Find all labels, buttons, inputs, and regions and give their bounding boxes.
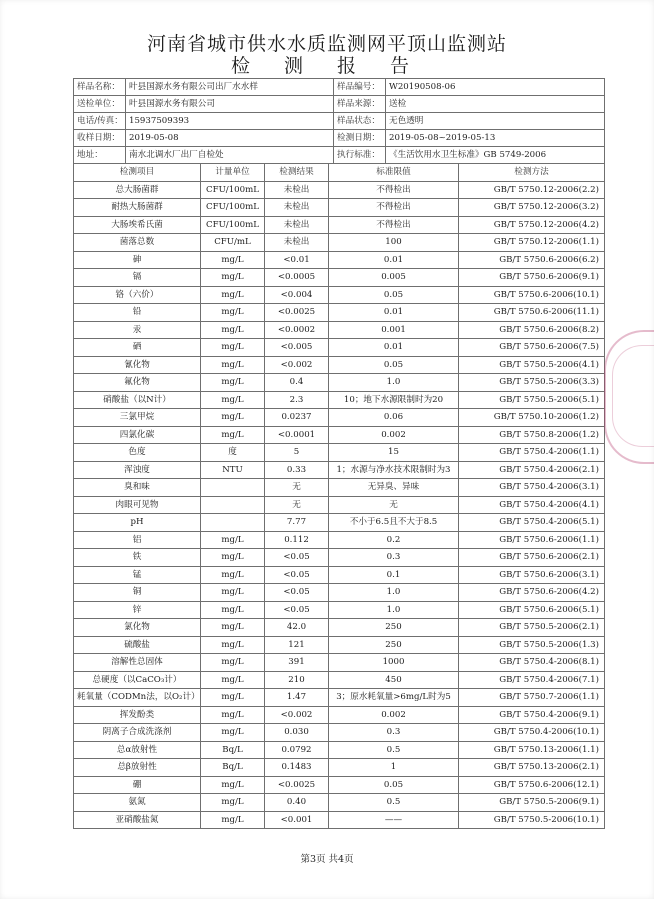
result-limit: 3；原水耗氧量>6mg/L时为5	[329, 689, 459, 707]
result-method: GB/T 5750.7-2006(1.1)	[459, 689, 605, 707]
result-value: 0.112	[265, 531, 329, 549]
result-item: 锰	[74, 566, 201, 584]
test-date-label: 检测日期：	[334, 130, 386, 147]
result-limit: 0.05	[329, 286, 459, 304]
table-row	[74, 584, 605, 602]
result-value: 未检出	[265, 181, 329, 199]
result-method: GB/T 5750.13-2006(1.1)	[459, 741, 605, 759]
result-item: 色度	[74, 444, 201, 462]
result-value: 未检出	[265, 234, 329, 252]
meta-row	[74, 96, 605, 113]
result-item: 氨氮	[74, 794, 201, 812]
result-item: 亚硝酸盐氮	[74, 811, 201, 829]
result-unit: mg/L	[201, 706, 265, 724]
result-unit: Bq/L	[201, 741, 265, 759]
result-item: 总大肠菌群	[74, 181, 201, 199]
table-row	[74, 671, 605, 689]
table-row	[74, 356, 605, 374]
result-value: <0.05	[265, 549, 329, 567]
result-value: <0.002	[265, 356, 329, 374]
result-value: <0.002	[265, 706, 329, 724]
result-limit: 0.01	[329, 339, 459, 357]
result-item: 硒	[74, 339, 201, 357]
result-unit: CFU/100mL	[201, 199, 265, 217]
status-value: 无色透明	[386, 113, 605, 130]
result-method: GB/T 5750.6-2006(5.1)	[459, 601, 605, 619]
table-row	[74, 216, 605, 234]
table-row	[74, 794, 605, 812]
table-row	[74, 444, 605, 462]
result-unit: mg/L	[201, 811, 265, 829]
result-method: GB/T 5750.13-2006(2.1)	[459, 759, 605, 777]
result-limit: 0.005	[329, 269, 459, 287]
result-unit: mg/L	[201, 689, 265, 707]
result-method: GB/T 5750.4-2006(5.1)	[459, 514, 605, 532]
result-value: <0.001	[265, 811, 329, 829]
sample-name-label: 样品名称：	[74, 79, 126, 96]
result-item: 肉眼可见物	[74, 496, 201, 514]
phone-value: 15937509393	[126, 113, 334, 130]
result-limit: 1.0	[329, 601, 459, 619]
result-unit: mg/L	[201, 619, 265, 637]
result-method: GB/T 5750.6-2006(6.2)	[459, 251, 605, 269]
table-row	[74, 304, 605, 322]
result-method: GB/T 5750.6-2006(8.2)	[459, 321, 605, 339]
result-item: 浑浊度	[74, 461, 201, 479]
table-row	[74, 689, 605, 707]
test-date-value: 2019-05-08~2019-05-13	[386, 130, 605, 147]
result-method: GB/T 5750.6-2006(10.1)	[459, 286, 605, 304]
result-method: GB/T 5750.4-2006(10.1)	[459, 724, 605, 742]
result-limit: 0.01	[329, 251, 459, 269]
result-value: 无	[265, 479, 329, 497]
result-limit: 250	[329, 619, 459, 637]
result-value: 7.77	[265, 514, 329, 532]
result-method: GB/T 5750.6-2006(7.5)	[459, 339, 605, 357]
result-value: <0.05	[265, 601, 329, 619]
result-method: GB/T 5750.6-2006(2.1)	[459, 549, 605, 567]
result-unit: NTU	[201, 461, 265, 479]
result-limit: 0.001	[329, 321, 459, 339]
header-limit: 标准限值	[329, 164, 459, 182]
result-limit: 1.0	[329, 374, 459, 392]
result-limit: 1	[329, 759, 459, 777]
result-unit	[201, 496, 265, 514]
table-row	[74, 549, 605, 567]
result-item: 耗氧量（CODMn法，以O₂计）	[74, 689, 201, 707]
report-org-title: 河南省城市供水水质监测网平顶山监测站	[146, 33, 507, 55]
result-unit: mg/L	[201, 339, 265, 357]
result-limit: 1；水源与净水技术限制时为3	[329, 461, 459, 479]
phone-label: 电话/传真：	[74, 113, 126, 130]
result-limit: 0.002	[329, 706, 459, 724]
result-value: 121	[265, 636, 329, 654]
result-unit: mg/L	[201, 426, 265, 444]
result-item: 砷	[74, 251, 201, 269]
location-label: 地址：	[74, 147, 126, 164]
result-unit	[201, 479, 265, 497]
results-header-row	[74, 164, 605, 182]
standard-label: 执行标准：	[334, 147, 386, 164]
table-row	[74, 776, 605, 794]
result-unit: mg/L	[201, 286, 265, 304]
table-row	[74, 269, 605, 287]
result-item: 溶解性总固体	[74, 654, 201, 672]
result-unit: 度	[201, 444, 265, 462]
result-method: GB/T 5750.12-2006(1.1)	[459, 234, 605, 252]
result-unit: mg/L	[201, 374, 265, 392]
table-row	[74, 619, 605, 637]
result-method: GB/T 5750.5-2006(4.1)	[459, 356, 605, 374]
result-value: 2.3	[265, 391, 329, 409]
result-method: GB/T 5750.4-2006(8.1)	[459, 654, 605, 672]
result-limit: 100	[329, 234, 459, 252]
result-method: GB/T 5750.4-2006(9.1)	[459, 706, 605, 724]
result-unit: mg/L	[201, 321, 265, 339]
result-method: GB/T 5750.12-2006(3.2)	[459, 199, 605, 217]
result-value: <0.05	[265, 584, 329, 602]
result-limit: 无异臭、异味	[329, 479, 459, 497]
seal-stamp-inner	[612, 345, 654, 447]
header-item: 检测项目	[74, 164, 201, 182]
result-item: 菌落总数	[74, 234, 201, 252]
table-row	[74, 531, 605, 549]
result-unit: mg/L	[201, 566, 265, 584]
table-row	[74, 636, 605, 654]
result-method: GB/T 5750.6-2006(12.1)	[459, 776, 605, 794]
result-limit: 0.5	[329, 741, 459, 759]
result-unit: mg/L	[201, 671, 265, 689]
table-row	[74, 286, 605, 304]
result-item: 臭和味	[74, 479, 201, 497]
sample-id-label: 样品编号：	[334, 79, 386, 96]
result-method: GB/T 5750.6-2006(11.1)	[459, 304, 605, 322]
standard-value: 《生活饮用水卫生标准》GB 5749-2006	[386, 147, 605, 164]
results-body	[74, 181, 605, 829]
table-row	[74, 811, 605, 829]
table-row	[74, 654, 605, 672]
result-value: 391	[265, 654, 329, 672]
table-row	[74, 409, 605, 427]
result-item: 铜	[74, 584, 201, 602]
table-row	[74, 251, 605, 269]
source-value: 送检	[386, 96, 605, 113]
sample-id-value: W20190508-06	[386, 79, 605, 96]
result-limit: 无	[329, 496, 459, 514]
result-limit: 0.05	[329, 356, 459, 374]
table-row	[74, 724, 605, 742]
result-limit: 不得检出	[329, 181, 459, 199]
result-unit: mg/L	[201, 776, 265, 794]
result-item: 阴离子合成洗涤剂	[74, 724, 201, 742]
result-unit: mg/L	[201, 356, 265, 374]
result-item: 耐热大肠菌群	[74, 199, 201, 217]
table-row	[74, 479, 605, 497]
result-item: 四氯化碳	[74, 426, 201, 444]
result-limit: 0.002	[329, 426, 459, 444]
result-method: GB/T 5750.5-2006(9.1)	[459, 794, 605, 812]
result-method: GB/T 5750.4-2006(2.1)	[459, 461, 605, 479]
result-item: 硝酸盐（以N计）	[74, 391, 201, 409]
result-unit: mg/L	[201, 549, 265, 567]
result-unit: mg/L	[201, 304, 265, 322]
result-item: 总硬度（以CaCO₃计）	[74, 671, 201, 689]
result-value: <0.0025	[265, 776, 329, 794]
meta-row	[74, 147, 605, 164]
result-unit: mg/L	[201, 584, 265, 602]
result-method: GB/T 5750.6-2006(9.1)	[459, 269, 605, 287]
result-unit: mg/L	[201, 636, 265, 654]
result-value: 1.47	[265, 689, 329, 707]
result-value: 未检出	[265, 216, 329, 234]
result-item: 硫酸盐	[74, 636, 201, 654]
result-limit: 0.3	[329, 549, 459, 567]
result-unit: mg/L	[201, 391, 265, 409]
result-limit: 0.2	[329, 531, 459, 549]
result-limit: ——	[329, 811, 459, 829]
header-method: 检测方法	[459, 164, 605, 182]
result-item: 氟化物	[74, 374, 201, 392]
table-row	[74, 741, 605, 759]
result-item: 总α放射性	[74, 741, 201, 759]
result-item: 氯化物	[74, 619, 201, 637]
receipt-date-label: 收样日期：	[74, 130, 126, 147]
meta-row	[74, 113, 605, 130]
table-row	[74, 759, 605, 777]
result-method: GB/T 5750.5-2006(2.1)	[459, 619, 605, 637]
result-unit: CFU/100mL	[201, 216, 265, 234]
result-value: <0.01	[265, 251, 329, 269]
result-unit: CFU/mL	[201, 234, 265, 252]
table-row	[74, 566, 605, 584]
result-unit: mg/L	[201, 269, 265, 287]
table-row	[74, 374, 605, 392]
result-item: 氰化物	[74, 356, 201, 374]
table-row	[74, 601, 605, 619]
result-limit: 250	[329, 636, 459, 654]
result-method: GB/T 5750.4-2006(1.1)	[459, 444, 605, 462]
result-unit: mg/L	[201, 654, 265, 672]
result-method: GB/T 5750.5-2006(5.1)	[459, 391, 605, 409]
result-method: GB/T 5750.5-2006(3.3)	[459, 374, 605, 392]
source-label: 样品来源：	[334, 96, 386, 113]
result-item: 总β放射性	[74, 759, 201, 777]
submitter-label: 送检单位：	[74, 96, 126, 113]
result-limit: 0.06	[329, 409, 459, 427]
table-row	[74, 461, 605, 479]
report-title: 检 测 报 告	[230, 55, 424, 77]
header-unit: 计量单位	[201, 164, 265, 182]
result-value: 210	[265, 671, 329, 689]
result-value: 0.030	[265, 724, 329, 742]
result-limit: 不小于6.5且不大于8.5	[329, 514, 459, 532]
result-method: GB/T 5750.12-2006(2.2)	[459, 181, 605, 199]
result-value: <0.0002	[265, 321, 329, 339]
table-row	[74, 391, 605, 409]
result-method: GB/T 5750.6-2006(3.1)	[459, 566, 605, 584]
result-unit	[201, 514, 265, 532]
table-row	[74, 199, 605, 217]
result-value: 0.4	[265, 374, 329, 392]
result-method: GB/T 5750.4-2006(3.1)	[459, 479, 605, 497]
result-item: 铬（六价）	[74, 286, 201, 304]
result-limit: 不得检出	[329, 216, 459, 234]
table-row	[74, 321, 605, 339]
result-value: 0.40	[265, 794, 329, 812]
result-value: 0.33	[265, 461, 329, 479]
result-limit: 0.5	[329, 794, 459, 812]
result-method: GB/T 5750.10-2006(1.2)	[459, 409, 605, 427]
result-value: <0.0025	[265, 304, 329, 322]
result-value: <0.0005	[265, 269, 329, 287]
result-value: 0.0237	[265, 409, 329, 427]
result-value: <0.005	[265, 339, 329, 357]
result-value: 0.0792	[265, 741, 329, 759]
location-value: 南水北调水厂出厂自检处	[126, 147, 334, 164]
result-value: 42.0	[265, 619, 329, 637]
meta-row	[74, 130, 605, 147]
result-method: GB/T 5750.6-2006(4.2)	[459, 584, 605, 602]
result-value: 未检出	[265, 199, 329, 217]
test-results-table	[73, 163, 605, 829]
sample-name-value: 叶县国源水务有限公司出厂水水样	[126, 79, 334, 96]
result-limit: 0.01	[329, 304, 459, 322]
table-row	[74, 706, 605, 724]
result-value: 无	[265, 496, 329, 514]
result-method: GB/T 5750.5-2006(1.3)	[459, 636, 605, 654]
result-unit: CFU/100mL	[201, 181, 265, 199]
sample-info-table	[73, 78, 605, 164]
table-row	[74, 496, 605, 514]
result-unit: Bq/L	[201, 759, 265, 777]
submitter-value: 叶县国源水务有限公司	[126, 96, 334, 113]
result-unit: mg/L	[201, 251, 265, 269]
table-row	[74, 181, 605, 199]
result-item: 挥发酚类	[74, 706, 201, 724]
result-item: 硼	[74, 776, 201, 794]
table-row	[74, 514, 605, 532]
result-method: GB/T 5750.4-2006(4.1)	[459, 496, 605, 514]
result-limit: 450	[329, 671, 459, 689]
result-unit: mg/L	[201, 724, 265, 742]
result-item: 大肠埃希氏菌	[74, 216, 201, 234]
status-label: 样品状态：	[334, 113, 386, 130]
result-limit: 1000	[329, 654, 459, 672]
result-method: GB/T 5750.8-2006(1.2)	[459, 426, 605, 444]
result-item: 汞	[74, 321, 201, 339]
table-row	[74, 339, 605, 357]
result-value: <0.05	[265, 566, 329, 584]
result-item: 铅	[74, 304, 201, 322]
result-method: GB/T 5750.12-2006(4.2)	[459, 216, 605, 234]
result-limit: 不得检出	[329, 199, 459, 217]
result-item: 三氯甲烷	[74, 409, 201, 427]
result-method: GB/T 5750.6-2006(1.1)	[459, 531, 605, 549]
result-item: pH	[74, 514, 201, 532]
result-limit: 0.3	[329, 724, 459, 742]
table-row	[74, 426, 605, 444]
result-value: <0.004	[265, 286, 329, 304]
result-item: 铝	[74, 531, 201, 549]
result-limit: 0.05	[329, 776, 459, 794]
result-limit: 15	[329, 444, 459, 462]
result-value: 5	[265, 444, 329, 462]
result-limit: 1.0	[329, 584, 459, 602]
result-item: 锌	[74, 601, 201, 619]
result-unit: mg/L	[201, 794, 265, 812]
result-value: <0.0001	[265, 426, 329, 444]
result-unit: mg/L	[201, 601, 265, 619]
result-method: GB/T 5750.5-2006(10.1)	[459, 811, 605, 829]
header-result: 检测结果	[265, 164, 329, 182]
result-limit: 10；地下水源限制时为20	[329, 391, 459, 409]
result-unit: mg/L	[201, 409, 265, 427]
result-value: 0.1483	[265, 759, 329, 777]
result-item: 铁	[74, 549, 201, 567]
meta-row	[74, 79, 605, 96]
result-unit: mg/L	[201, 531, 265, 549]
result-limit: 0.1	[329, 566, 459, 584]
receipt-date-value: 2019-05-08	[126, 130, 334, 147]
result-method: GB/T 5750.4-2006(7.1)	[459, 671, 605, 689]
table-row	[74, 234, 605, 252]
result-item: 镉	[74, 269, 201, 287]
page-number: 第3页 共4页	[300, 854, 354, 865]
